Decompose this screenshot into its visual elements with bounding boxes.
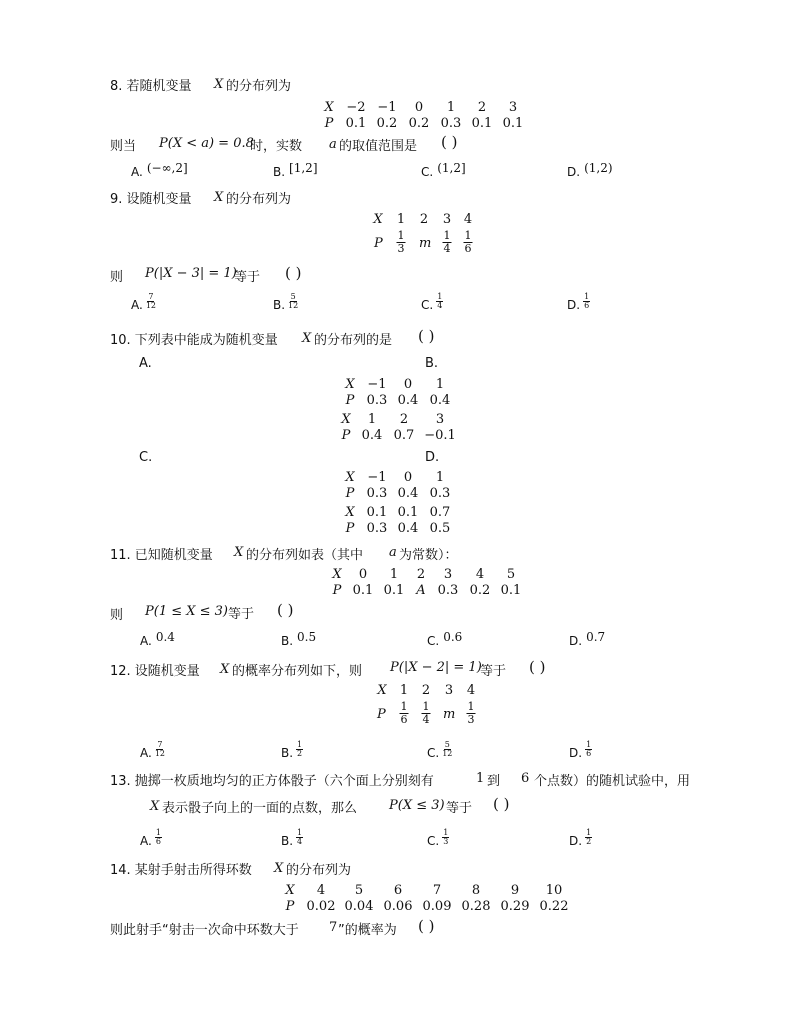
- q10-table-c-x-row: [0, 470, 794, 485]
- q13-n1: 1: [476, 771, 485, 786]
- q10-label-a[interactable]: A.: [139, 356, 152, 371]
- option-value: [1,2]: [289, 161, 318, 175]
- q12-p-fraction: $\frac{1}{3}$: [467, 700, 475, 726]
- q8-cond-prefix: 则当: [110, 139, 137, 154]
- q14-x-value: 8: [471, 883, 481, 898]
- option-fraction: $\frac{1}{6}$: [155, 828, 161, 846]
- q11-x-value: 0: [358, 567, 368, 582]
- q11-option-c[interactable]: [427, 630, 463, 648]
- q8-table-p-row: [0, 116, 794, 131]
- q12-x-value: 1: [399, 683, 409, 698]
- q11-cond-math: P(1 ≤ X ≤ 3): [145, 604, 229, 619]
- x-value: 0.1: [397, 505, 419, 520]
- q8-p-value: 0.3: [440, 116, 462, 131]
- q12-p-m: m: [443, 707, 456, 722]
- q8-x-value: 0: [414, 100, 424, 115]
- q12-x-value: 2: [421, 683, 431, 698]
- q10-table-a-p-row: [0, 393, 794, 408]
- q14-p-value: 0.22: [539, 899, 569, 914]
- q9-option-d[interactable]: [567, 292, 590, 314]
- q11-x-value: 5: [506, 567, 516, 582]
- p-value: −0.1: [424, 428, 456, 443]
- q9-stem: 9. 设随机变量: [110, 192, 192, 207]
- q9-stem-tail: 的分布列为: [226, 192, 292, 207]
- x-value: 1: [367, 412, 377, 427]
- option-fraction: $\frac{1}{3}$: [443, 828, 449, 846]
- q14-p-value: 0.28: [461, 899, 491, 914]
- q8-x-value: 1: [446, 100, 456, 115]
- q11-stem-tail: 为常数）：: [399, 548, 458, 563]
- q12-option-d[interactable]: [569, 740, 592, 762]
- q12-table-x-row: [0, 683, 794, 698]
- option-label: A.: [140, 634, 152, 648]
- option-label: A.: [131, 298, 143, 312]
- q11-stem-mid: 的分布列如表（其中: [246, 548, 364, 563]
- q11-x-value: 2: [416, 567, 426, 582]
- q12-stem: 12. 设随机变量: [110, 664, 200, 679]
- q14-x-value: 7: [432, 883, 442, 898]
- q9-var: X: [214, 190, 224, 205]
- q8-p-value: 0.1: [502, 116, 524, 131]
- q14-p-value: 0.09: [422, 899, 452, 914]
- option-fraction: $\frac{7}{12}$: [154, 740, 165, 758]
- q8-stem-tail: 的分布列为: [226, 79, 292, 94]
- q14-table-p-row: [0, 899, 794, 914]
- q9-x-value: 3: [442, 212, 452, 227]
- q14-p-head: P: [285, 899, 295, 914]
- q8-p-value: 0.1: [471, 116, 493, 131]
- q11-x-value: 4: [475, 567, 485, 582]
- q12-p-head: P: [377, 707, 386, 722]
- q9-x-value: 2: [419, 212, 429, 227]
- q8-cond-math: P(X < a) = 0.8: [159, 136, 254, 151]
- q12-p-fraction: $\frac{1}{4}$: [422, 700, 430, 726]
- x-head: X: [345, 470, 355, 485]
- q14-x-value: 4: [316, 883, 326, 898]
- p-head: P: [345, 521, 355, 536]
- option-value: (1,2): [584, 161, 613, 175]
- q13-line1-b: 到: [487, 774, 501, 789]
- q8-option-d[interactable]: [567, 161, 613, 179]
- q9-p-fraction: $\frac{1}{4}$: [443, 229, 451, 255]
- q12-x-head: X: [377, 683, 387, 698]
- q8-x-value: −1: [377, 100, 397, 115]
- q9-answer-paren: ( ): [285, 264, 302, 282]
- q14-cond-a: 则此射手“射击一次命中环数大于: [110, 923, 299, 938]
- p-head: P: [345, 486, 355, 501]
- option-fraction: $\frac{1}{6}$: [586, 740, 592, 758]
- q9-table-x-row: [0, 212, 794, 227]
- q8-p-head: P: [324, 116, 334, 131]
- q8-p-value: 0.2: [408, 116, 430, 131]
- p-value: 0.4: [397, 486, 419, 501]
- q10-table-d-x-row: [0, 505, 794, 520]
- q11-cond-prefix: 则: [110, 608, 124, 623]
- option-label: B.: [273, 298, 286, 312]
- q11-var: X: [234, 545, 244, 560]
- q9-x-head: X: [373, 212, 383, 227]
- x-value: 0: [403, 470, 413, 485]
- q8-answer-paren: ( ): [441, 133, 458, 151]
- x-value: 0.7: [429, 505, 451, 520]
- q11-p-value: 0.1: [383, 583, 405, 598]
- option-label: C.: [427, 834, 440, 848]
- q8-p-value: 0.2: [376, 116, 398, 131]
- q10-table-c-p-row: [0, 486, 794, 501]
- option-fraction: $\frac{1}{2}$: [586, 828, 592, 846]
- q11-cond-tail: 等于: [228, 607, 255, 622]
- q14-table-x-row: [0, 883, 794, 898]
- q11-stem: 11. 已知随机变量: [110, 548, 213, 563]
- q8-option-b[interactable]: [273, 161, 318, 179]
- option-value: 0.7: [586, 630, 606, 644]
- q10-label-b[interactable]: B.: [425, 356, 439, 371]
- q13-line1-c: 个点数）的随机试验中，用: [534, 774, 691, 789]
- q11-p-value: 0.2: [469, 583, 491, 598]
- q13-n6: 6: [521, 771, 530, 786]
- q12-option-c[interactable]: [427, 740, 453, 762]
- option-label: D.: [567, 298, 581, 312]
- option-label: B.: [281, 834, 294, 848]
- option-label: C.: [421, 165, 434, 179]
- q9-option-c[interactable]: [421, 292, 443, 314]
- p-head: P: [345, 393, 355, 408]
- q8-option-a[interactable]: [131, 161, 188, 179]
- q14-x-head: X: [285, 883, 295, 898]
- option-label: D.: [567, 165, 581, 179]
- q8-x-value: 3: [508, 100, 518, 115]
- q12-option-b[interactable]: [281, 740, 303, 762]
- q9-p-head: P: [374, 236, 383, 251]
- option-fraction: $\frac{7}{12}$: [145, 292, 156, 310]
- option-fraction: $\frac{5}{12}$: [442, 740, 453, 758]
- q14-x-value: 10: [545, 883, 563, 898]
- x-value: 1: [435, 377, 445, 392]
- q9-cond-math: P(|X − 3| = 1): [145, 266, 237, 281]
- q8-x-value: 2: [477, 100, 487, 115]
- p-value: 0.3: [366, 393, 388, 408]
- q8-p-value: 0.1: [345, 116, 367, 131]
- q12-cond-math: P(|X − 2| = 1): [390, 660, 482, 675]
- q10-stem: 10. 下列表中能成为随机变量: [110, 333, 278, 348]
- q12-var: X: [220, 662, 230, 677]
- q8-cond-tail: 的取值范围是: [339, 139, 418, 154]
- option-label: A.: [140, 746, 152, 760]
- q14-answer-paren: ( ): [418, 917, 435, 935]
- q13-line1-a: 13. 抛掷一枚质地均匀的正方体骰子（六个面上分别刻有: [110, 774, 434, 789]
- q9-cond-tail: 等于: [234, 270, 261, 285]
- x-value: 3: [435, 412, 445, 427]
- x-value: 0.1: [366, 505, 388, 520]
- option-label: B.: [273, 165, 286, 179]
- option-label: C.: [421, 298, 434, 312]
- q8-var: X: [214, 77, 224, 92]
- q14-p-value: 0.06: [383, 899, 413, 914]
- q14-p-value: 0.29: [500, 899, 530, 914]
- q11-x-value: 3: [443, 567, 453, 582]
- q9-p-fraction: $\frac{1}{6}$: [464, 229, 472, 255]
- q14-p-value: 0.04: [344, 899, 374, 914]
- q10-table-b-p-row: [0, 428, 794, 443]
- option-value: (1,2]: [437, 161, 466, 175]
- x-value: −1: [367, 470, 387, 485]
- q10-table-d-p-row: [0, 521, 794, 536]
- option-fraction: $\frac{1}{2}$: [297, 740, 303, 758]
- q13-var: X: [150, 799, 160, 814]
- q13-option-d[interactable]: [569, 828, 592, 850]
- q14-x-value: 6: [393, 883, 403, 898]
- q13-option-b[interactable]: [281, 828, 303, 850]
- p-value: 0.3: [366, 486, 388, 501]
- q8-option-c[interactable]: [421, 161, 466, 179]
- q11-option-d[interactable]: [569, 630, 606, 648]
- p-value: 0.4: [397, 521, 419, 536]
- q11-x-value: 1: [389, 567, 399, 582]
- q12-x-value: 4: [466, 683, 476, 698]
- option-value: 0.5: [297, 630, 317, 644]
- option-label: D.: [569, 634, 583, 648]
- q9-p-fraction: $\frac{1}{3}$: [397, 229, 405, 255]
- q14-cond-b: ”的概率为: [338, 923, 397, 938]
- x-value: −1: [367, 377, 387, 392]
- q14-stem-tail: 的分布列为: [286, 863, 352, 878]
- q14-stem: 14. 某射手射击所得环数: [110, 863, 252, 878]
- p-value: 0.5: [429, 521, 451, 536]
- q10-answer-paren: ( ): [418, 327, 435, 345]
- q9-p-m: m: [419, 236, 432, 251]
- q11-table-x-row: [0, 567, 794, 582]
- p-value: 0.4: [429, 393, 451, 408]
- p-value: 0.3: [429, 486, 451, 501]
- q9-option-b[interactable]: [273, 292, 299, 314]
- option-fraction: $\frac{1}{6}$: [584, 292, 590, 310]
- q14-p-value: 0.02: [306, 899, 336, 914]
- option-value: 0.4: [155, 630, 175, 644]
- option-label: B.: [281, 634, 294, 648]
- q13-line2-a: 表示骰子向上的一面的点数，那么: [162, 801, 358, 816]
- q10-var: X: [302, 331, 312, 346]
- p-value: 0.3: [366, 521, 388, 536]
- q13-option-a[interactable]: [140, 828, 162, 850]
- x-head: X: [345, 505, 355, 520]
- x-value: 1: [435, 470, 445, 485]
- q8-table-x-row: [0, 100, 794, 115]
- x-value: 0: [403, 377, 413, 392]
- q14-x-value: 5: [354, 883, 364, 898]
- x-head: X: [345, 377, 355, 392]
- q8-x-head: X: [324, 100, 334, 115]
- q11-option-b[interactable]: [281, 630, 317, 648]
- q13-line2-b: 等于: [446, 801, 473, 816]
- q10-label-d[interactable]: D.: [425, 450, 440, 465]
- p-value: 0.4: [361, 428, 383, 443]
- q14-var: X: [274, 861, 284, 876]
- q9-cond-prefix: 则: [110, 270, 124, 285]
- q11-p-value: A: [416, 583, 426, 598]
- q11-p-value: 0.1: [500, 583, 522, 598]
- q12-p-fraction: $\frac{1}{6}$: [400, 700, 408, 726]
- q11-p-value: 0.3: [437, 583, 459, 598]
- q9-x-value: 1: [396, 212, 406, 227]
- q11-p-value: 0.1: [352, 583, 374, 598]
- q12-x-value: 3: [444, 683, 454, 698]
- option-value: 0.6: [443, 630, 463, 644]
- q10-table-b-x-row: [0, 412, 794, 427]
- option-label: D.: [569, 746, 583, 760]
- option-fraction: $\frac{1}{4}$: [437, 292, 443, 310]
- option-label: C.: [427, 746, 440, 760]
- q14-x-value: 9: [510, 883, 520, 898]
- q13-answer-paren: ( ): [493, 795, 510, 813]
- q14-cond-n: 7: [329, 920, 338, 935]
- p-value: 0.7: [393, 428, 415, 443]
- q13-option-c[interactable]: [427, 828, 449, 850]
- q12-answer-paren: ( ): [529, 658, 546, 676]
- q8-cond-mid: 时，实数: [250, 139, 303, 154]
- option-label: B.: [281, 746, 294, 760]
- option-label: C.: [427, 634, 440, 648]
- q11-answer-paren: ( ): [277, 601, 294, 619]
- q12-option-a[interactable]: [140, 740, 165, 762]
- option-label: D.: [569, 834, 583, 848]
- q10-label-c[interactable]: C.: [139, 450, 153, 465]
- q10-stem-tail: 的分布列的是: [314, 333, 393, 348]
- q12-stem-mid: 的概率分布列如下，则: [232, 664, 363, 679]
- x-head: X: [341, 412, 351, 427]
- q8-cond-var: a: [329, 137, 337, 152]
- q10-table-a-x-row: [0, 377, 794, 392]
- q11-option-a[interactable]: [140, 630, 175, 648]
- q9-x-value: 4: [463, 212, 473, 227]
- option-fraction: $\frac{5}{12}$: [288, 292, 299, 310]
- x-value: 2: [399, 412, 409, 427]
- q8-x-value: −2: [346, 100, 366, 115]
- q11-p-head: P: [332, 583, 342, 598]
- option-label: A.: [140, 834, 152, 848]
- q11-var2: a: [389, 545, 397, 560]
- q13-cond-math: P(X ≤ 3): [389, 798, 445, 813]
- q12-cond-tail: 等于: [480, 664, 507, 679]
- q8-stem: 8. 若随机变量: [110, 79, 192, 94]
- q9-option-a[interactable]: [131, 292, 156, 314]
- p-value: 0.4: [397, 393, 419, 408]
- option-fraction: $\frac{1}{4}$: [297, 828, 303, 846]
- option-value: (−∞,2]: [146, 161, 188, 175]
- q11-x-head: X: [332, 567, 342, 582]
- q11-table-p-row: [0, 583, 794, 598]
- option-label: A.: [131, 165, 143, 179]
- p-head: P: [341, 428, 351, 443]
